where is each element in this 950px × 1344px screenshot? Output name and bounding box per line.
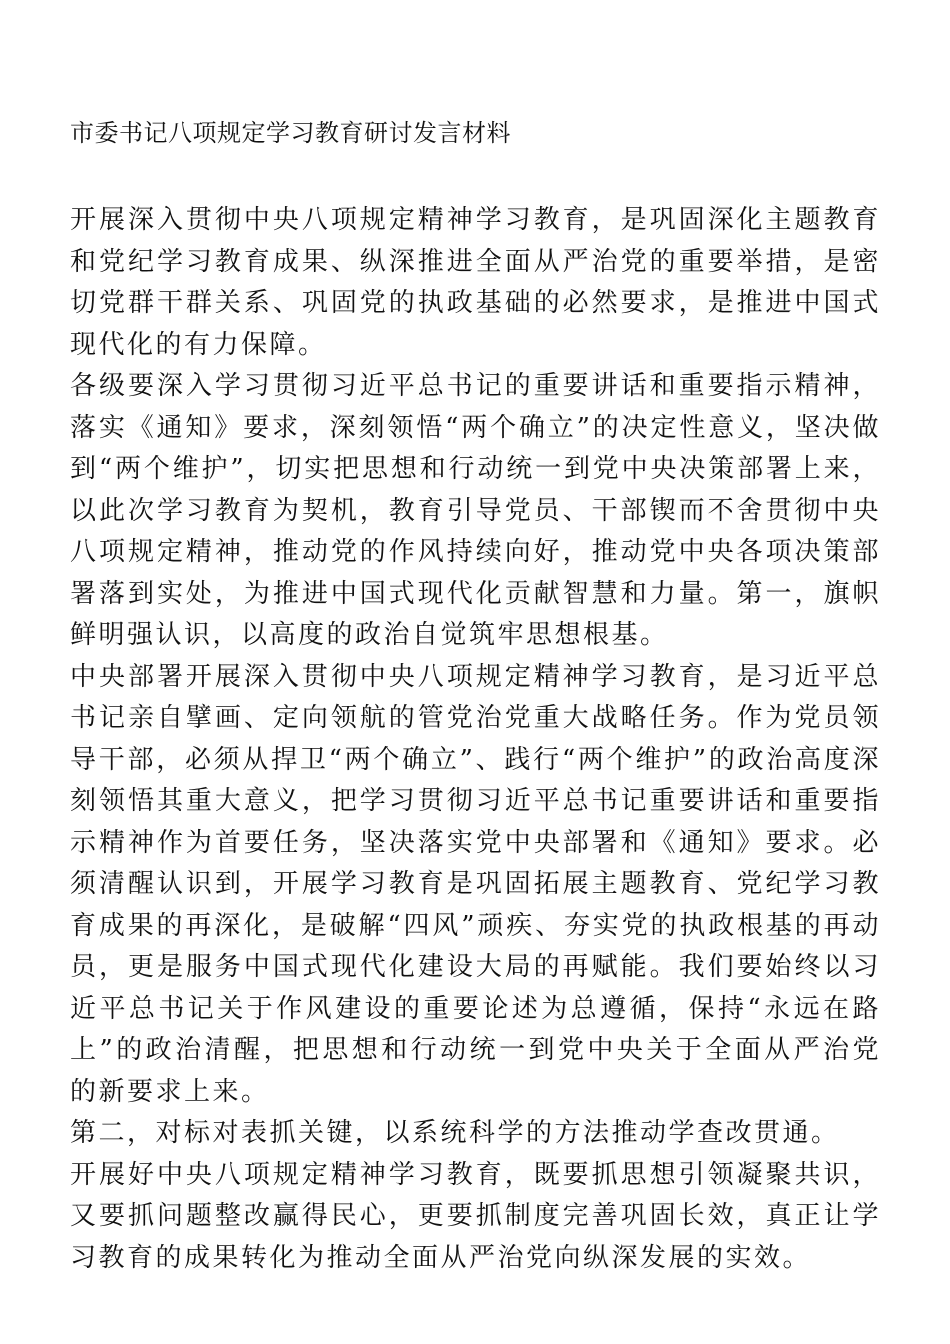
paragraph-2: 各级要深入学习贯彻习近平总书记的重要讲话和重要指示精神，落实《通知》要求，深刻领悟“两个确立”的决定性意义，坚决做到“两个维护”，切实把思想和行动统一到党中央决策部署上来，以此次学习教育为契机，教育引导党员、干部锲而不舍贯彻中央八项规定精神，推动党的作风持续向好，推动党中央各项决策部署落到实处，为推进中国式现代化贡献智慧和力量。第一，旗帜鲜明强认识，以高度的政治自觉筑牢思想根基。 bbox=[70, 371, 881, 650]
paragraph-1: 开展深入贯彻中央八项规定精神学习教育，是巩固深化主题教育和党纪学习教育成果、纵深推进全面从严治党的重要举措，是密切党群干群关系、巩固党的执政基础的必然要求，是推进中国式现代化的有力保障。 bbox=[70, 205, 881, 360]
paragraph-3: 中央部署开展深入贯彻中央八项规定精神学习教育，是习近平总书记亲自擘画、定向领航的管党治党重大战略任务。作为党员领导干部，必须从捍卫“两个确立”、践行“两个维护”的政治高度深刻领悟其重大意义，把学习贯彻习近平总书记重要讲话和重要指示精神作为首要任务，坚决落实党中央部署和《通知》要求。必须清醒认识到，开展学习教育是巩固拓展主题教育、党纪学习教育成果的再深化，是破解“四风”顽疾、夯实党的执政根基的再动员，更是服务中国式现代化建设大局的再赋能。我们要始终以习近平总书记关于作风建设的重要论述为总遵循，保持“永远在路上”的政治清醒，把思想和行动统一到党中央关于全面从严治党的新要求上来。 bbox=[70, 661, 881, 1107]
paragraph-5: 开展好中央八项规定精神学习教育，既要抓思想引领凝聚共识，又要抓问题整改赢得民心，更要抓制度完善巩固长效，真正让学习教育的成果转化为推动全面从严治党向纵深发展的实效。 bbox=[70, 1159, 881, 1273]
document-title: 市委书记八项规定学习教育研讨发言材料 bbox=[70, 119, 511, 147]
document-body bbox=[70, 200, 881, 1279]
paragraph-4: 第二，对标对表抓关键，以系统科学的方法推动学查改贯通。 bbox=[70, 1118, 840, 1148]
